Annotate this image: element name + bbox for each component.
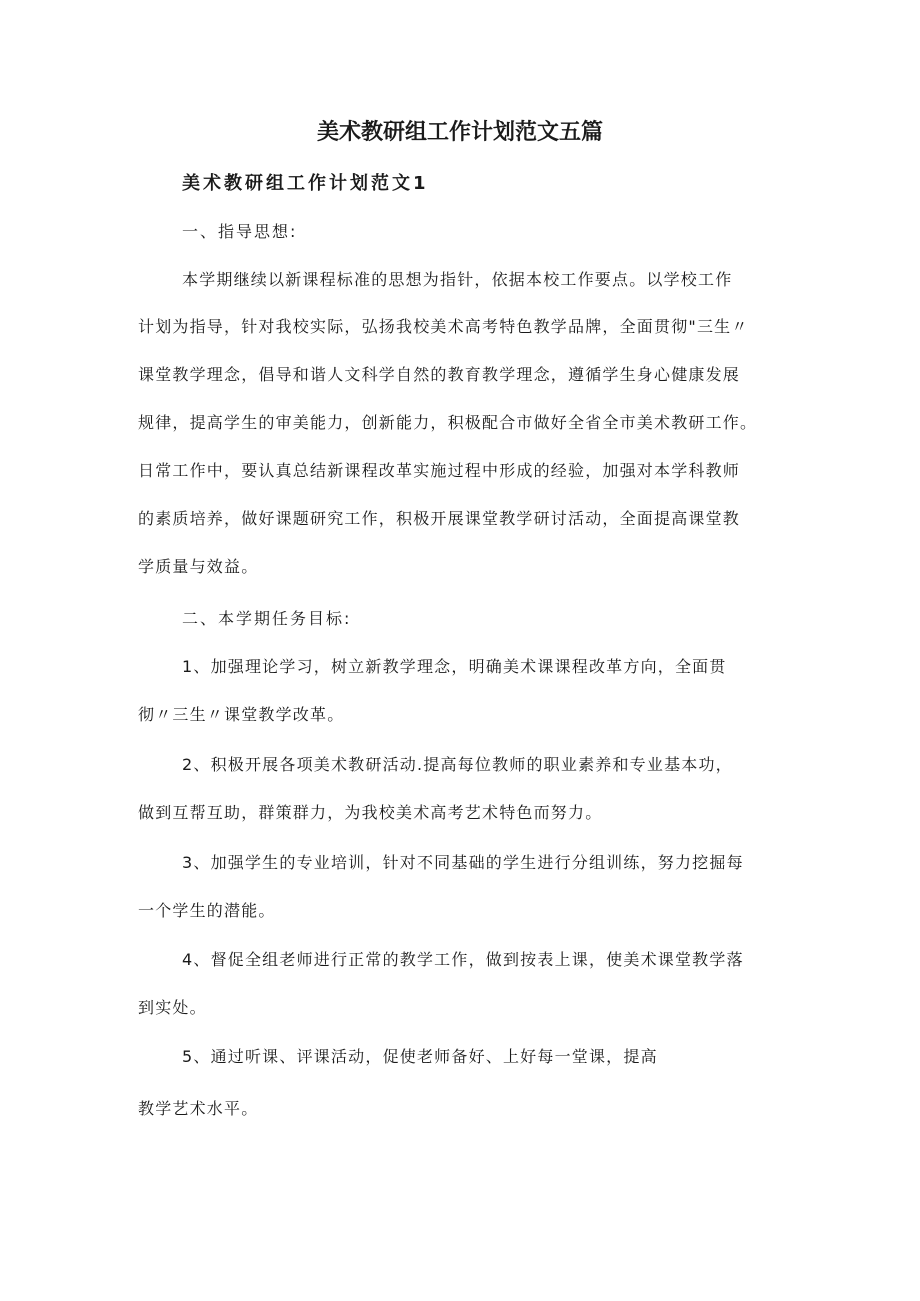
- paragraph-line: 的素质培养，做好课题研究工作，积极开展课堂教学研讨活动，全面提高课堂教: [138, 509, 741, 528]
- list-item-line: 3、加强学生的专业培训，针对不同基础的学生进行分组训练，努力挖掘每: [182, 853, 744, 872]
- list-item-line: 2、积极开展各项美术教研活动.提高每位教师的职业素养和专业基本功，: [182, 755, 733, 774]
- paragraph-line: 本学期继续以新课程标准的思想为指针，依据本校工作要点。以学校工作: [182, 270, 733, 289]
- section-heading-guiding-ideology: 一、指导思想:: [182, 222, 298, 241]
- document-title: 美术教研组工作计划范文五篇: [316, 120, 603, 145]
- list-item-line: 到实处。: [138, 998, 207, 1017]
- list-item-line: 1、加强理论学习，树立新教学理念，明确美术课课程改革方向，全面贯: [182, 657, 727, 676]
- paragraph-line: 规律，提高学生的审美能力，创新能力，积极配合市做好全省全市美术教研工作。: [138, 413, 758, 432]
- list-item-line: 4、督促全组老师进行正常的教学工作，做到按表上课，使美术课堂教学落: [182, 950, 744, 969]
- section-heading-semester-goals: 二、本学期任务目标:: [182, 609, 352, 628]
- list-item-line: 教学艺术水平。: [138, 1099, 259, 1118]
- paragraph-line: 日常工作中，要认真总结新课程改革实施过程中形成的经验，加强对本学科教师: [138, 461, 741, 480]
- paragraph-line: 学质量与效益。: [138, 557, 259, 576]
- paragraph-line: 课堂教学理念，倡导和谐人文科学自然的教育教学理念，遵循学生身心健康发展: [138, 365, 741, 384]
- list-item-line: 5、通过听课、评课活动，促使老师备好、上好每一堂课，提高: [182, 1047, 658, 1066]
- list-item-line: 一个学生的潜能。: [138, 901, 276, 920]
- paragraph-line: 计划为指导，针对我校实际，弘扬我校美术高考特色教学品牌，全面贯彻"三生〃: [138, 317, 749, 336]
- document-subtitle: 美术教研组工作计划范文1: [182, 173, 429, 194]
- list-item-line: 彻〃三生〃课堂教学改革。: [138, 705, 345, 724]
- list-item-line: 做到互帮互助，群策群力，为我校美术高考艺术特色而努力。: [138, 803, 603, 822]
